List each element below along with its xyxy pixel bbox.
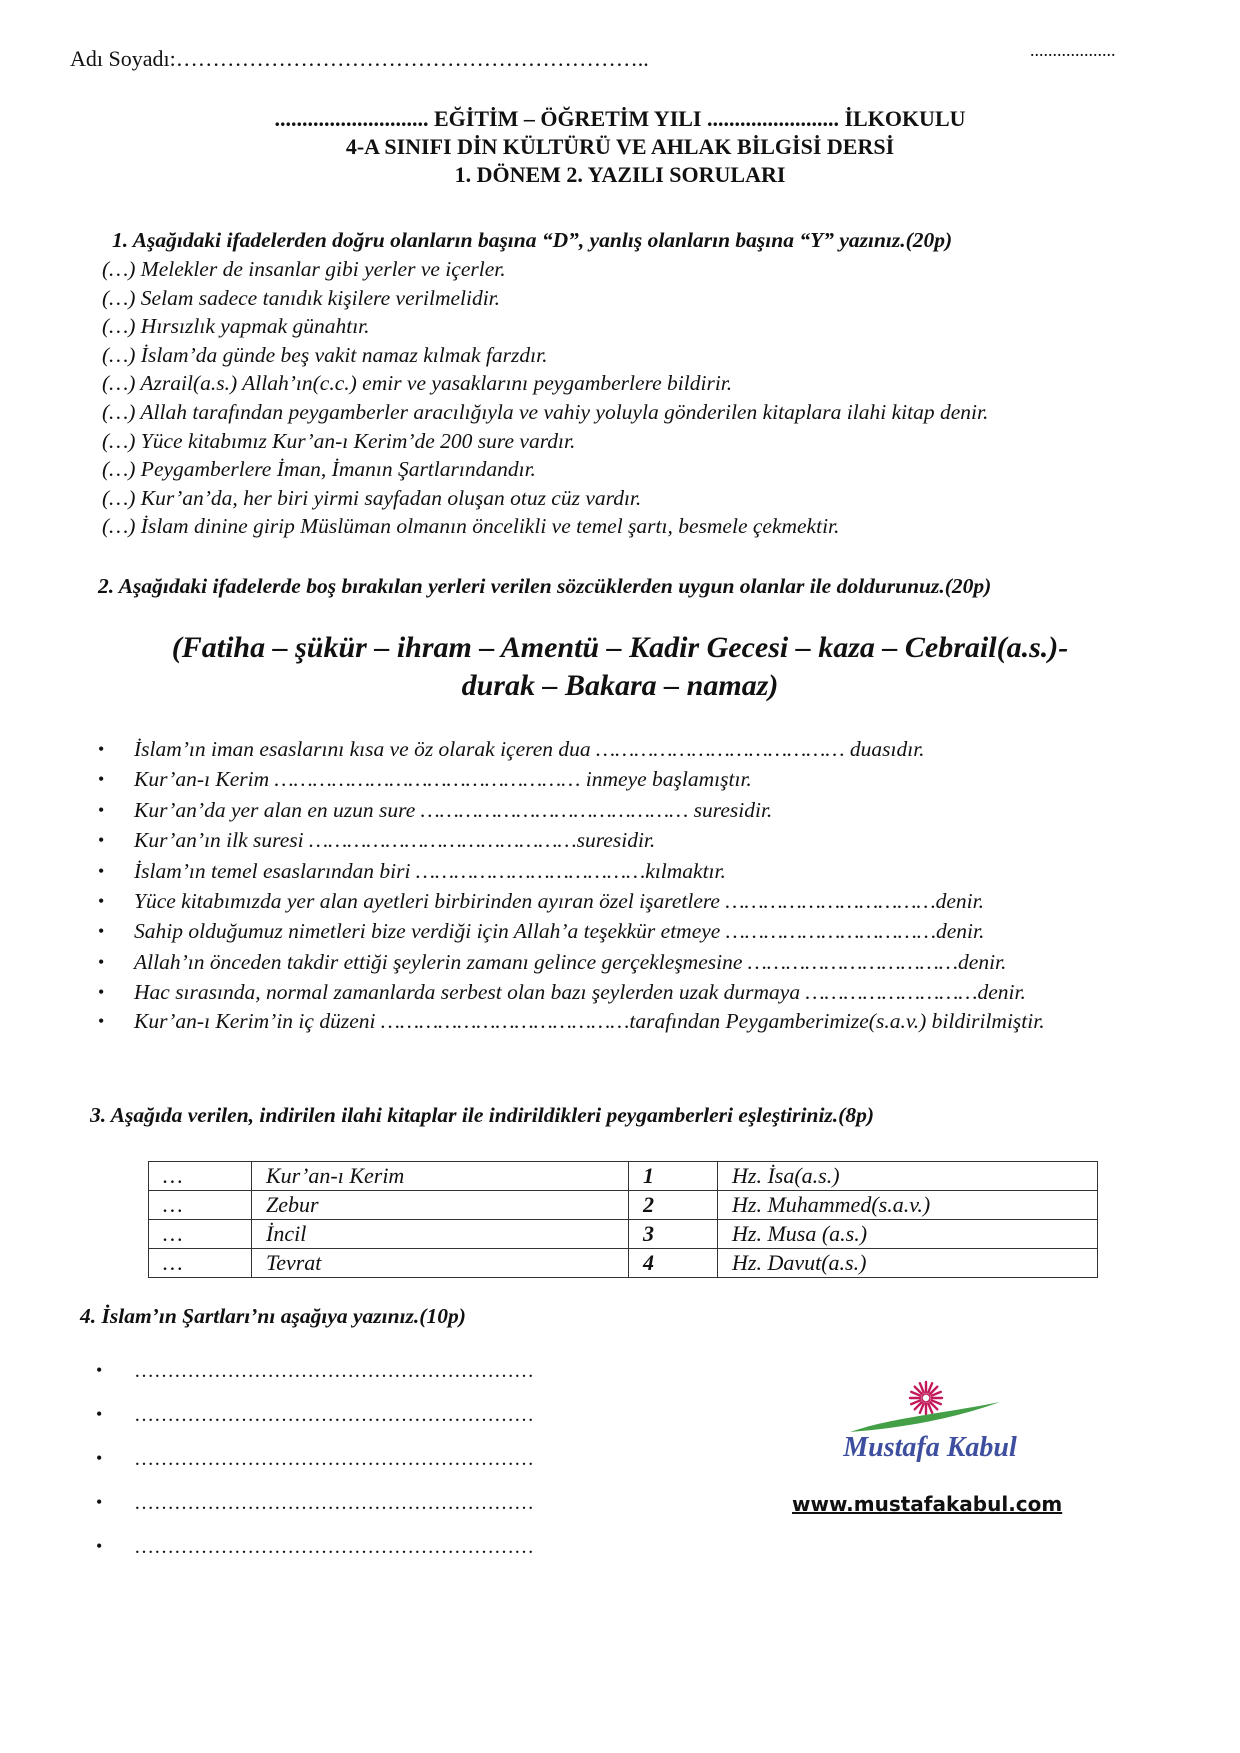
- q1-statement: (…) Yüce kitabımız Kur’an-ı Kerim’de 200 sure vardır.: [102, 428, 576, 453]
- answer-dots: ……………………………………………………: [134, 1448, 534, 1470]
- bullet-icon: •: [96, 1448, 103, 1468]
- corner-blank: ...................: [1030, 40, 1116, 60]
- q1-statement: (…) Hırsızlık yapmak günahtır.: [102, 314, 370, 339]
- prophet-cell: Hz. İsa(a.s.): [718, 1162, 1098, 1191]
- q2-fill-item: [98, 734, 1188, 764]
- q2-fill-text: Kur’an-ı Kerim’in iç düzeni …………………………………tarafından Peygamberimize(s.a.v.) bildirilmiştir.: [134, 1008, 1045, 1033]
- answer-line: [96, 1404, 534, 1448]
- q1-statement-list: [102, 255, 988, 541]
- q2-fill-text: Kur’an’da yer alan en uzun sure …………………………………… suresidir.: [134, 797, 773, 822]
- table-row: [149, 1162, 1098, 1191]
- q2-fill-item: [98, 947, 1188, 977]
- book-cell: Kur’an-ı Kerim: [252, 1162, 629, 1191]
- q2-fill-list: [98, 734, 1188, 1034]
- prophet-cell: Hz. Davut(a.s.): [718, 1249, 1098, 1278]
- mustafa-kabul-logo: [830, 1368, 1030, 1478]
- logo-text: Mustafa Kabul: [843, 1432, 1017, 1463]
- answer-line: [96, 1492, 534, 1536]
- q2-fill-item: [98, 916, 1188, 946]
- q2-word-bank-line2: durak – Bakara – namaz): [461, 669, 779, 702]
- bullet-icon: •: [98, 1010, 105, 1031]
- q2-fill-item: [98, 977, 1188, 1007]
- number-cell: 1: [629, 1162, 718, 1191]
- bullet-icon: •: [98, 769, 105, 790]
- q2-fill-item: [98, 764, 1188, 794]
- q1-title: 1. Aşağıdaki ifadelerden doğru olanların başına “D”, yanlış olanların başına “Y” yazınız.(20p): [112, 228, 953, 252]
- q3-matching-table: [148, 1161, 1098, 1278]
- q2-fill-text: İslam’ın iman esaslarını kısa ve öz olarak içeren dua ………………………………… duasıdır.: [134, 737, 925, 761]
- number-cell: 2: [629, 1191, 718, 1220]
- q2-fill-text: Hac sırasında, normal zamanlarda serbest olan bazı şeylerden uzak durmaya ………………………denir.: [134, 980, 1026, 1005]
- flower-icon: [910, 1382, 942, 1414]
- table-row: [149, 1249, 1098, 1278]
- q4-title: 4. İslam’ın Şartları’nı aşağıya yazınız.(10p): [80, 1304, 466, 1328]
- bullet-icon: •: [98, 860, 105, 881]
- q1-statement: (…) Selam sadece tanıdık kişilere verilmelidir.: [102, 285, 501, 310]
- bullet-icon: •: [98, 830, 105, 851]
- q2-title: 2. Aşağıdaki ifadelerde boş bırakılan yerleri verilen sözcüklerden uygun olanlar ile doldurunuz.(20p): [98, 574, 992, 598]
- q1-statement: (…) Melekler de insanlar gibi yerler ve içerler.: [102, 257, 506, 281]
- bullet-icon: •: [98, 799, 105, 820]
- exam-header-class-subject: 4-A SINIFI DİN KÜLTÜRÜ VE AHLAK BİLGİSİ DERSİ: [345, 134, 895, 159]
- bullet-icon: •: [96, 1492, 103, 1512]
- prophet-cell: Hz. Muhammed(s.a.v.): [718, 1191, 1098, 1220]
- q2-fill-item: [98, 856, 1188, 886]
- answer-line: [96, 1536, 534, 1580]
- q2-fill-text: Yüce kitabımızda yer alan ayetleri birbirinden ayıran özel işaretlere ……………………………denir.: [134, 888, 985, 913]
- bullet-icon: •: [98, 890, 105, 911]
- q2-fill-text: İslam’ın temel esaslarından biri ………………………………kılmaktır.: [134, 858, 726, 883]
- website-link[interactable]: www.mustafakabul.com: [792, 1492, 1063, 1516]
- q2-fill-text: Kur’an’ın ilk suresi ……………………………………suresidir.: [134, 828, 656, 853]
- q2-fill-item: [98, 886, 1188, 916]
- q1-statement: (…) Peygamberlere İman, İmanın Şartlarındandır.: [102, 457, 536, 482]
- q3-title: 3. Aşağıda verilen, indirilen ilahi kitaplar ile indirildikleri peygamberleri eşleştiriniz.(8p): [90, 1103, 874, 1127]
- answer-line: [96, 1448, 534, 1492]
- match-blank-cell: …: [149, 1162, 252, 1191]
- book-cell: İncil: [252, 1220, 629, 1249]
- bullet-icon: •: [98, 951, 105, 972]
- q2-fill-text: Kur’an-ı Kerim ………………………………………… inmeye başlamıştır.: [134, 767, 752, 792]
- table-row: [149, 1220, 1098, 1249]
- bullet-icon: •: [96, 1404, 103, 1424]
- answer-dots: ……………………………………………………: [134, 1536, 534, 1558]
- q1-statement: (…) Allah tarafından peygamberler aracılığıyla ve vahiy yoluyla gönderilen kitaplara ilahi kitap denir.: [102, 399, 989, 424]
- book-cell: Zebur: [252, 1191, 629, 1220]
- q1-statement: (…) Kur’an’da, her biri yirmi sayfadan oluşan otuz cüz vardır.: [102, 485, 642, 510]
- table-row: [149, 1191, 1098, 1220]
- q2-fill-text: Sahip olduğumuz nimetleri bize verdiği için Allah’a teşekkür etmeye ……………………………denir.: [134, 919, 985, 944]
- answer-line: [96, 1360, 534, 1404]
- bullet-icon: •: [98, 982, 105, 1003]
- bullet-icon: •: [96, 1536, 103, 1556]
- q4-answer-lines: [96, 1360, 534, 1580]
- book-cell: Tevrat: [252, 1249, 629, 1278]
- q2-fill-item: [98, 825, 1188, 855]
- q2-fill-text: Allah’ın önceden takdir ettiği şeylerin zamanı gelince gerçekleşmesine ……………………………denir.: [134, 949, 1007, 974]
- exam-header-year-school: ............................ EĞİTİM – ÖĞRETİM YILI ........................ İLKOKULU: [274, 106, 966, 131]
- q2-fill-item: [98, 795, 1188, 825]
- exam-header-term: 1. DÖNEM 2. YAZILI SORULARI: [454, 162, 786, 187]
- student-name-line: Adı Soyadı:………………………………………………………..: [70, 46, 649, 71]
- match-blank-cell: …: [149, 1249, 252, 1278]
- answer-dots: ……………………………………………………: [134, 1492, 534, 1514]
- number-cell: 3: [629, 1220, 718, 1249]
- answer-dots: ……………………………………………………: [134, 1404, 534, 1426]
- match-blank-cell: …: [149, 1220, 252, 1249]
- number-cell: 4: [629, 1249, 718, 1278]
- bullet-icon: •: [98, 739, 105, 759]
- q1-statement: (…) Azrail(a.s.) Allah’ın(c.c.) emir ve yasaklarını peygamberlere bildirir.: [102, 371, 733, 396]
- q1-statement: (…) İslam’da günde beş vakit namaz kılmak farzdır.: [102, 342, 548, 367]
- q2-fill-item: [98, 1008, 1188, 1034]
- q2-word-bank-line1: (Fatiha – şükür – ihram – Amentü – Kadir Gecesi – kaza – Cebrail(a.s.)-: [171, 631, 1069, 664]
- match-blank-cell: …: [149, 1191, 252, 1220]
- prophet-cell: Hz. Musa (a.s.): [718, 1220, 1098, 1249]
- answer-dots: ……………………………………………………: [134, 1360, 534, 1382]
- q1-statement: (…) İslam dinine girip Müslüman olmanın öncelikli ve temel şartı, besmele çekmektir.: [102, 514, 840, 539]
- bullet-icon: •: [98, 921, 105, 942]
- bullet-icon: •: [96, 1360, 103, 1380]
